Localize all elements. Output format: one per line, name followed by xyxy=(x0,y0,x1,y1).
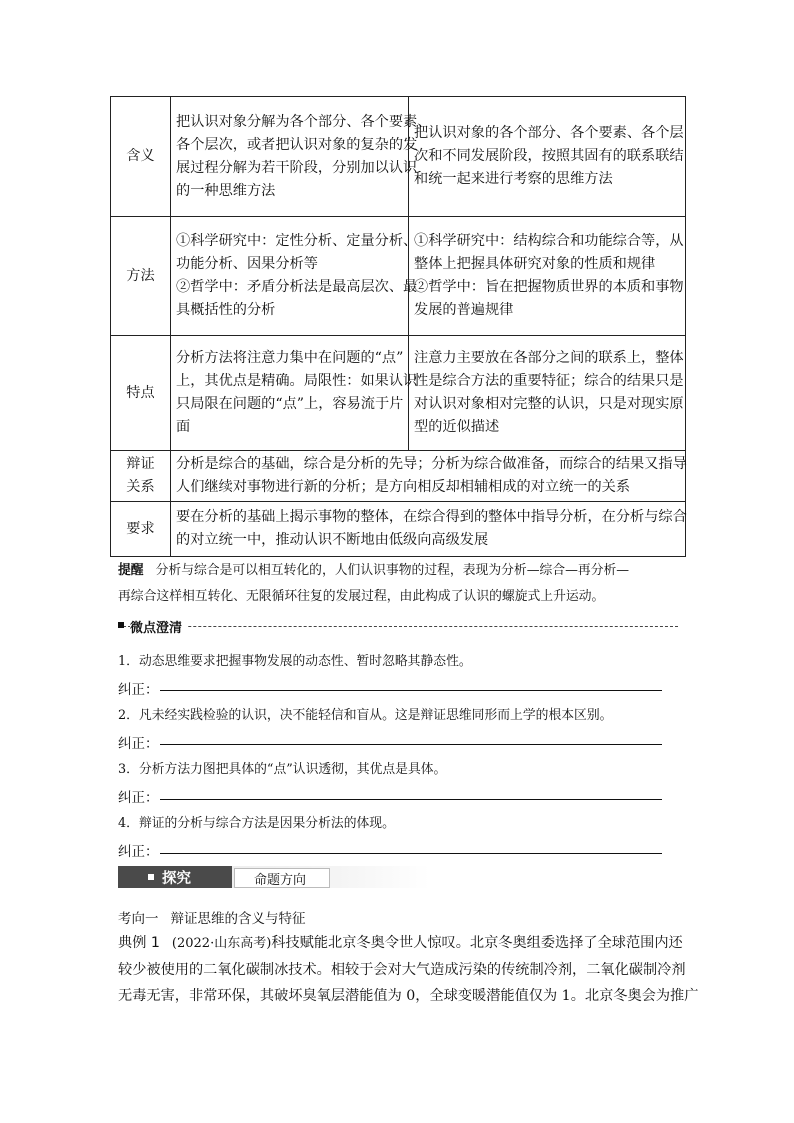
clarify-heading-text: 微点澄清 xyxy=(130,617,188,636)
row-header-text: 要求 xyxy=(126,520,155,537)
synthesis-cell xyxy=(409,217,686,336)
cell-line: 分析方法将注意力集中在问题的“点” xyxy=(176,350,404,366)
tip-text: 分析与综合是可以相互转化的，人们认识事物的过程，表现为分析—综合—再分析— xyxy=(155,563,630,578)
cell-line: 和统一起来进行考察的思维方法 xyxy=(414,171,613,187)
row-header xyxy=(111,336,171,451)
direction-heading xyxy=(118,907,306,927)
cell-line: 型的近似描述 xyxy=(414,419,500,435)
example-line xyxy=(118,930,688,957)
analysis-cell xyxy=(171,97,432,217)
direction-label: 考向一 xyxy=(118,911,159,927)
cell-line: 次和不同发展阶段，按照其固有的联系联结 xyxy=(414,148,684,164)
cell-line: ①科学研究中：定性分析、定量分析、 xyxy=(176,233,418,249)
row-header-text: 辩证 xyxy=(126,456,155,472)
example-source: (2022·山东高考) xyxy=(171,936,272,951)
cell-line: 整体上把握具体研究对象的性质和规律 xyxy=(414,256,656,272)
fix-answer-line[interactable] xyxy=(160,690,662,691)
section-banner xyxy=(118,866,430,888)
fix-label: 纠正： xyxy=(118,736,159,752)
comparison-table xyxy=(110,96,686,557)
example-line: 较少被使用的二氧化碳制冰技术。相较于会对大气造成污染的传统制冷剂，二氧化碳制冷剂 xyxy=(118,962,686,978)
cell-line: 的一种思维方法 xyxy=(176,182,276,199)
cell-line: 人们继续对事物进行新的分析；是方向相反却相辅相成的对立统一的关系 xyxy=(176,479,631,495)
table-row xyxy=(111,502,686,557)
example-line: 无毒无害，非常环保，其破坏臭氧层潜能值为 0，全球变暖潜能值仅为 1。北京冬奥会为推广 xyxy=(118,988,699,1004)
fix-label: 纠正： xyxy=(118,790,159,806)
fix-label: 纠正： xyxy=(118,682,159,698)
tip-label: 提醒 xyxy=(118,563,144,578)
fix-label: 纠正： xyxy=(118,844,159,860)
cell-line: 发展的普遍规律 xyxy=(414,302,514,318)
example-paragraph xyxy=(118,930,699,1009)
row-header-text: 方法 xyxy=(126,267,155,284)
example-label: 典例 1 xyxy=(118,935,160,951)
table-row xyxy=(111,336,686,451)
cell-line: 把认识对象的各个部分、各个要素、各个层 xyxy=(414,125,684,141)
synthesis-cell xyxy=(409,97,686,217)
table-row xyxy=(111,451,686,502)
tip-paragraph xyxy=(118,558,688,610)
cell-line: 展过程分解为若干阶段，分别加以认识 xyxy=(176,159,418,176)
direction-title: 辩证思维的含义与特征 xyxy=(170,911,306,927)
cell-line: 对认识对象相对完整的认识，只是对现实原 xyxy=(414,396,684,412)
analysis-cell xyxy=(171,336,418,451)
cell-line: 具概括性的分析 xyxy=(176,302,276,318)
tip-line: 再综合这样相互转化、无限循环往复的发展过程，由此构成了认识的螺旋式上升运动。 xyxy=(118,589,605,604)
row-header xyxy=(111,97,171,217)
row-header-text: 特点 xyxy=(126,384,155,401)
analysis-cell xyxy=(171,217,418,336)
cell-line: 的对立统一中，推动认识不断地由低级向高级发展 xyxy=(176,532,489,548)
row-header xyxy=(111,502,171,557)
banner-main xyxy=(118,866,232,888)
fix-answer-line[interactable] xyxy=(160,799,662,800)
cell-line: 要在分析的基础上揭示事物的整体，在综合得到的整体中指导分析，在分析与综合 xyxy=(176,509,687,525)
row-header xyxy=(111,217,171,336)
cell-line: 性是综合方法的重要特征；综合的结果只是 xyxy=(414,373,684,389)
clarify-heading xyxy=(118,617,678,635)
cell-line: 各个层次，或者把认识对象的复杂的发 xyxy=(176,136,418,153)
merged-cell xyxy=(171,451,686,502)
cell-line: 面 xyxy=(176,419,191,435)
cell-line: ①科学研究中：结构综合和功能综合等，从 xyxy=(414,233,684,249)
clarify-item: 1．动态思维要求把握事物发展的动态性、暂时忽略其静态性。 xyxy=(118,654,472,669)
square-bullet-icon xyxy=(148,874,154,880)
cell-line: 分析是综合的基础，综合是分析的先导；分析为综合做准备，而综合的结果又指导 xyxy=(176,456,687,472)
table-row xyxy=(111,217,686,336)
cell-line: 只局限在问题的“点”上，容易流于片 xyxy=(176,396,404,412)
fix-answer-line[interactable] xyxy=(160,744,662,745)
row-header-text: 关系 xyxy=(126,479,155,495)
cell-line: 上，其优点是精确。局限性：如果认识 xyxy=(176,373,418,389)
tip-line xyxy=(118,558,688,584)
synthesis-cell xyxy=(409,336,686,451)
cell-line: ②哲学中：矛盾分析法是最高层次、最 xyxy=(176,279,418,295)
fix-answer-line[interactable] xyxy=(160,853,662,854)
cell-line: 注意力主要放在各部分之间的联系上，整体 xyxy=(414,350,684,366)
merged-cell xyxy=(171,502,686,557)
cell-line: ②哲学中：旨在把握物质世界的本质和事物 xyxy=(414,279,684,295)
banner-tab-text: 命题方向 xyxy=(254,873,307,888)
banner-main-text: 探究 xyxy=(162,871,191,887)
cell-line: 功能分析、因果分析等 xyxy=(176,256,318,272)
square-bullet-icon xyxy=(118,622,124,628)
dashed-divider xyxy=(118,626,678,627)
row-header xyxy=(111,451,171,502)
example-text: 科技赋能北京冬奥令世人惊叹。北京冬奥组委选择了全球范围内还 xyxy=(271,935,683,951)
clarify-item: 2．凡未经实践检验的认识，决不能轻信和盲从。这是辩证思维同形而上学的根本区别。 xyxy=(118,708,613,723)
banner-tab xyxy=(234,868,330,888)
cell-line: 把认识对象分解为各个部分、各个要素、 xyxy=(176,113,432,130)
row-header-text: 含义 xyxy=(126,148,155,164)
clarify-item: 4．辩证的分析与综合方法是因果分析法的体现。 xyxy=(118,816,395,831)
table-row xyxy=(111,97,686,217)
clarify-item: 3．分析方法力图把具体的“点”认识透彻，其优点是具体。 xyxy=(118,762,447,777)
